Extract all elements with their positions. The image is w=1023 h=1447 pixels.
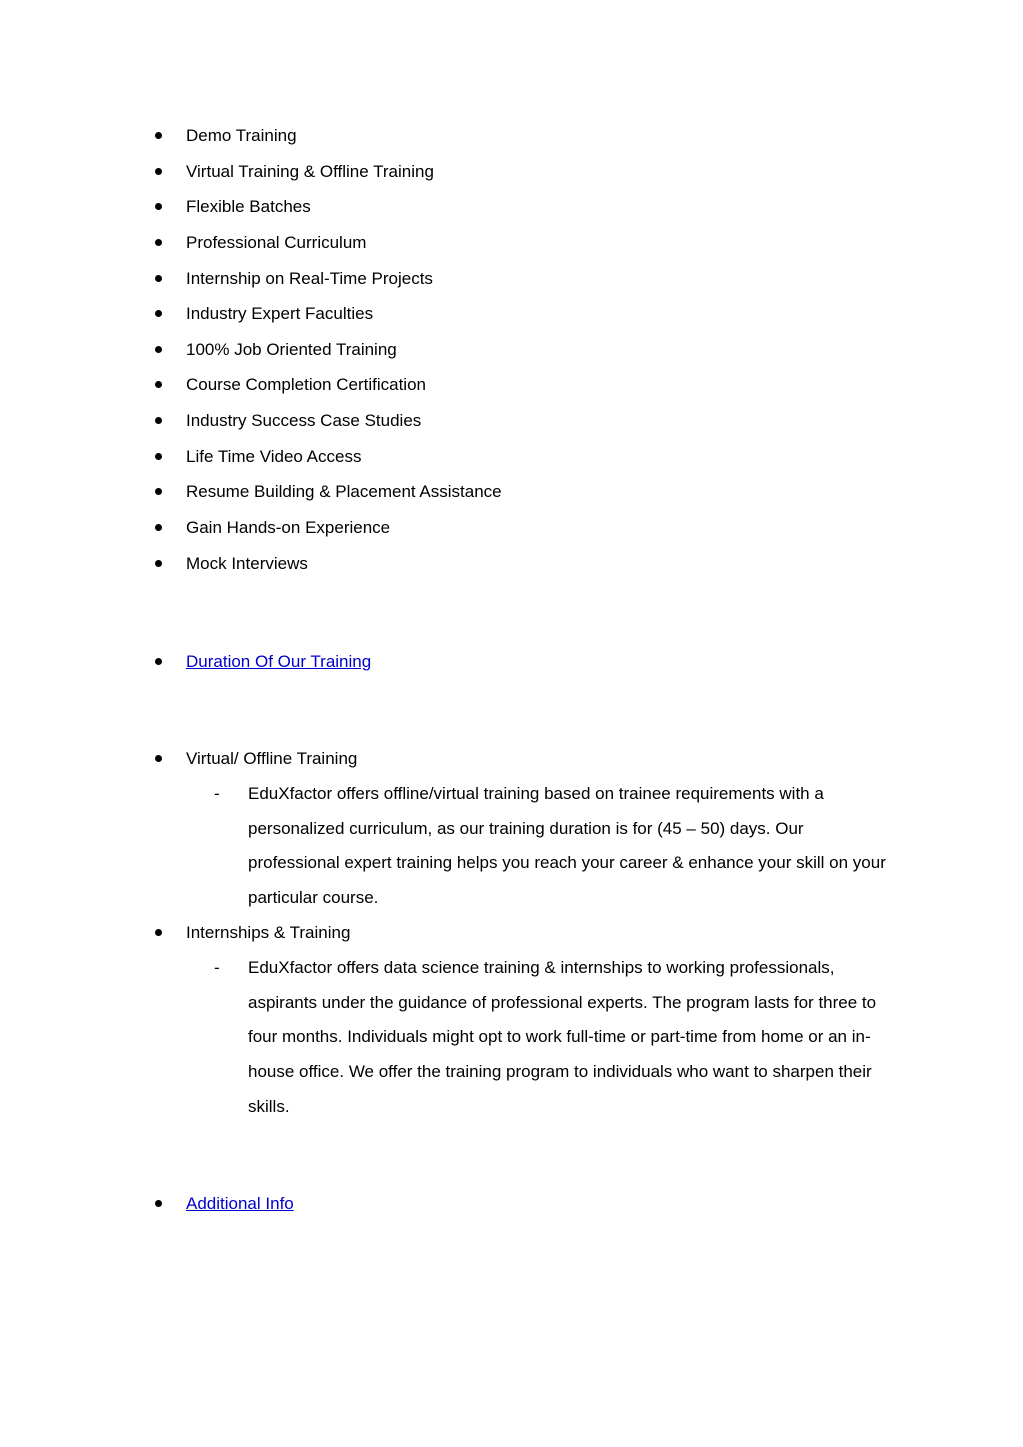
bullet-icon [155,346,162,353]
bullet-icon [155,560,162,567]
mode-item-internships [0,920,1023,946]
bullet-icon [155,168,162,175]
bullet-icon [155,658,162,665]
feature-label: Virtual Training & Offline Training [186,162,434,181]
additional-info-section [0,1191,1023,1217]
feature-label: Flexible Batches [186,197,311,216]
list-item [0,159,1023,185]
list-item [0,194,1023,220]
bullet-icon [155,524,162,531]
list-item [0,479,1023,505]
list-item [0,515,1023,541]
feature-label: Resume Building & Placement Assistance [186,482,502,501]
duration-link[interactable]: Duration Of Our Training [186,652,372,671]
feature-label: Life Time Video Access [186,447,362,466]
list-item [0,123,1023,149]
bullet-icon [155,275,162,282]
feature-label: 100% Job Oriented Training [186,340,397,359]
duration-section [0,649,1023,675]
bullet-icon [155,417,162,424]
mode-description: EduXfactor offers offline/virtual training based on trainee requirements with a personalized curriculum, as our training duration is for (45 – 50) days. Our professional expert training helps you reach your career & enhance your skill on your particular course. [248,784,886,908]
bullet-icon [155,755,162,762]
dash-marker: - [214,784,220,803]
bullet-icon [155,381,162,388]
list-item [0,337,1023,363]
bullet-icon [155,1200,162,1207]
list-item [0,551,1023,577]
mode-item-virtual-offline [0,746,1023,772]
bullet-icon [155,239,162,246]
list-item [0,301,1023,327]
feature-label: Industry Expert Faculties [186,304,374,323]
mode-description: EduXfactor offers data science training & internships to working professionals, aspirants under the guidance of professional experts. The program lasts for three to four months. Individuals might opt to work full-time or part-time from home or an in-house office. We offer the training program to individuals who want to sharpen their skills. [248,958,877,1116]
bullet-icon [155,132,162,139]
additional-info-link[interactable]: Additional Info [186,1194,294,1213]
feature-label: Gain Hands-on Experience [186,518,391,537]
list-item [0,230,1023,256]
feature-label: Mock Interviews [186,554,308,573]
feature-label: Professional Curriculum [186,233,367,252]
bullet-icon [155,929,162,936]
bullet-icon [155,310,162,317]
feature-label: Demo Training [186,126,297,145]
list-item [0,408,1023,434]
bullet-icon [155,203,162,210]
bullet-icon [155,488,162,495]
feature-label: Industry Success Case Studies [186,411,422,430]
list-item [0,266,1023,292]
mode-title: Virtual/ Offline Training [186,749,358,768]
dash-marker: - [214,958,220,977]
mode-title: Internships & Training [186,923,351,942]
list-item [0,444,1023,470]
list-item [0,372,1023,398]
feature-label: Course Completion Certification [186,375,426,394]
feature-label: Internship on Real-Time Projects [186,269,433,288]
bullet-icon [155,453,162,460]
